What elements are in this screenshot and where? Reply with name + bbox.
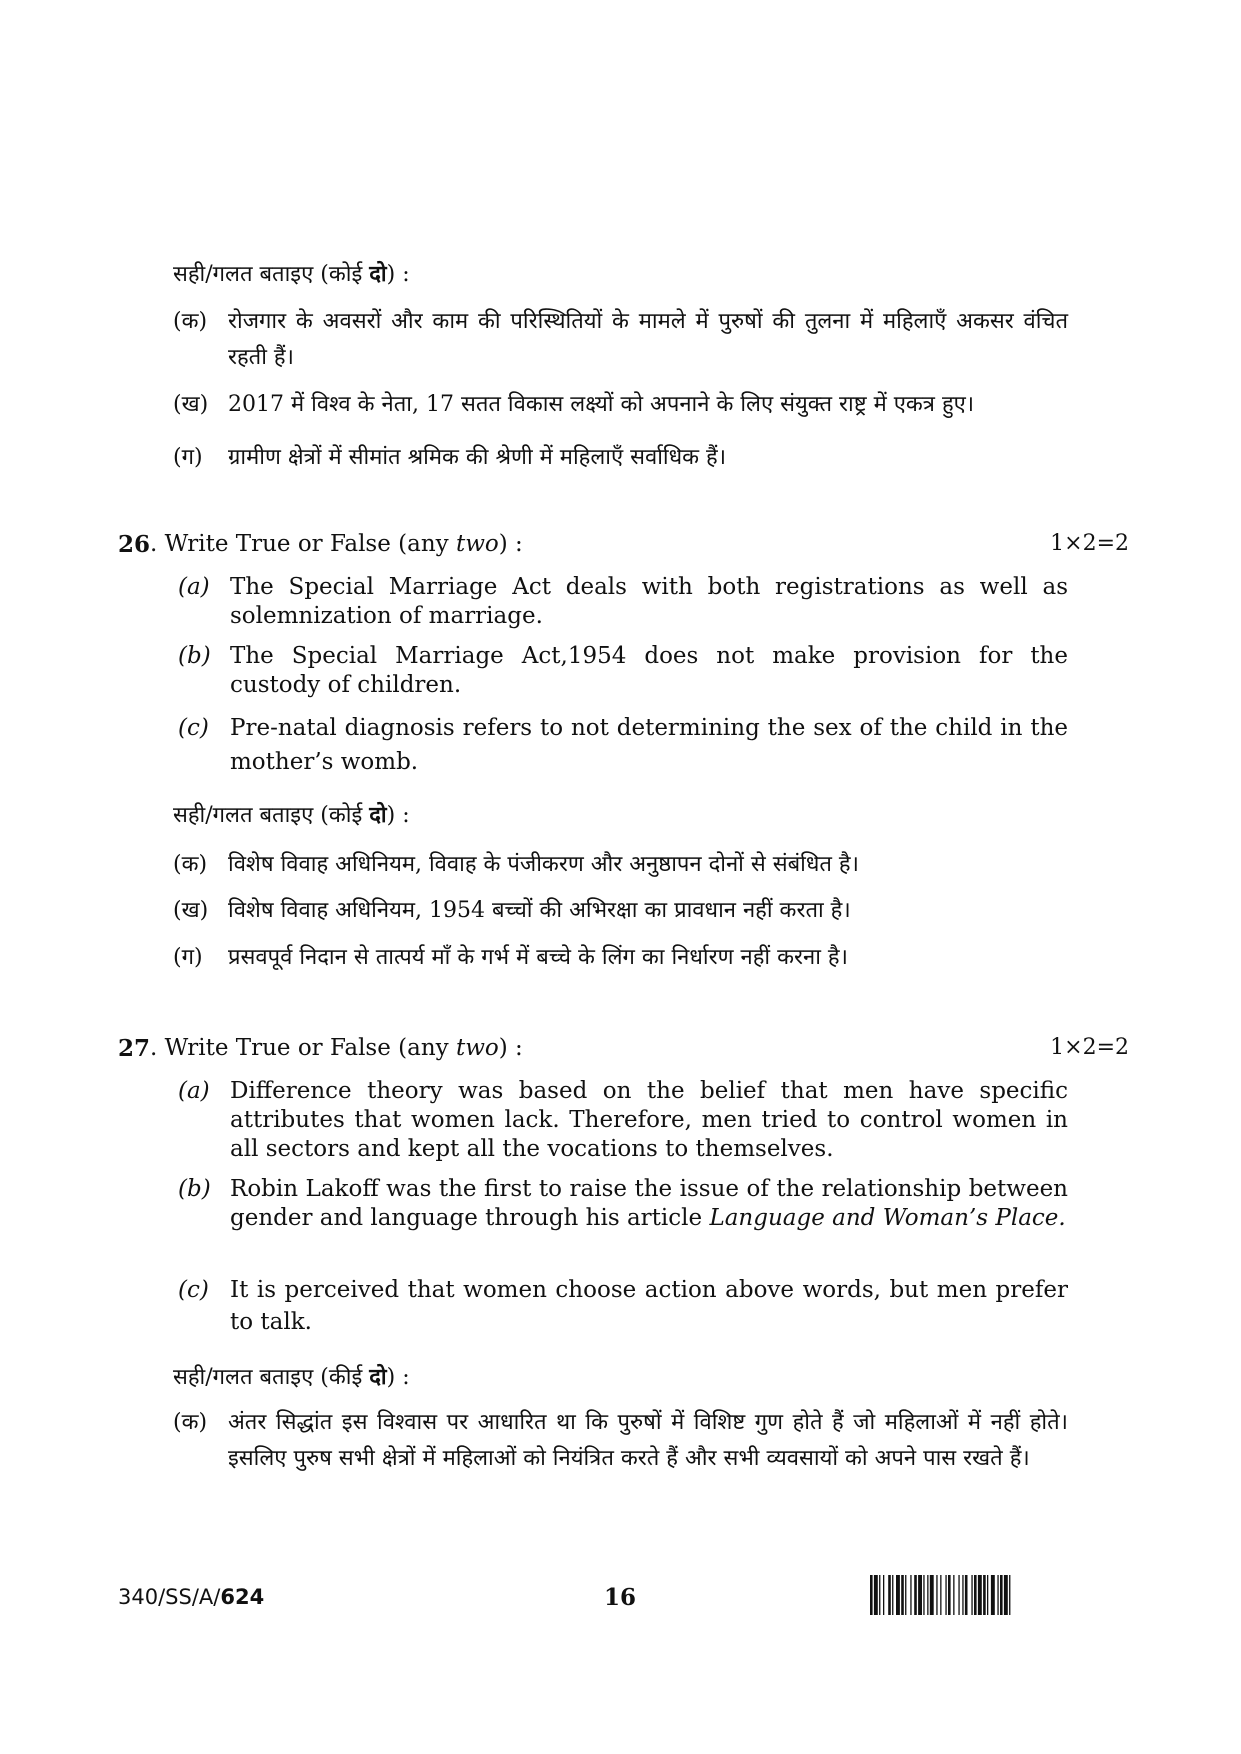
- heading-text-end: ) :: [386, 1365, 410, 1390]
- item-label: (क): [173, 309, 208, 334]
- item-text: [230, 1175, 1068, 1233]
- item-label: (ख): [173, 898, 209, 923]
- heading-text-end: ) :: [386, 262, 410, 287]
- barcode-bar: [918, 1575, 922, 1615]
- item-text-main: Robin Lakoff was the first to raise the issue of the relationship between gender and language through his article: [230, 1176, 1068, 1231]
- q26-item-b: [178, 642, 1068, 700]
- item-label: (क): [173, 1410, 208, 1435]
- heading-text: सही/गलत बताइए (कोई: [173, 803, 370, 828]
- item-label: (ग): [173, 445, 203, 470]
- barcode-bar: [927, 1575, 928, 1615]
- barcode-bar: [945, 1575, 946, 1615]
- q27-item-b: [178, 1175, 1068, 1233]
- paper-code-prefix: 340/SS/A/: [118, 1585, 221, 1609]
- item-text: विशेष विवाह अधिनियम, विवाह के पंजीकरण और अनुष्ठापन दोनों से संबंधित है।: [228, 852, 859, 877]
- heading-bold: दो: [369, 802, 387, 828]
- prompt-emphasis: two: [455, 531, 499, 557]
- barcode-bar: [953, 1575, 954, 1615]
- item-label: (a): [178, 574, 210, 600]
- item-label: (ग): [173, 945, 203, 970]
- barcode-bar: [874, 1575, 878, 1615]
- barcode-bar: [879, 1575, 880, 1615]
- barcode-bar: [892, 1575, 893, 1615]
- item-text: 2017 में विश्व के नेता, 17 सतत विकास लक्ष्यों को अपनाने के लिए संयुक्त राष्ट्र में एकत्र हुए।: [228, 392, 975, 417]
- barcode-bar: [1004, 1575, 1008, 1615]
- barcode-bar: [983, 1575, 986, 1615]
- q27-hindi-item-ka: [173, 1405, 1068, 1477]
- item-label: (क): [173, 852, 208, 877]
- paper-code-number: 624: [220, 1585, 265, 1609]
- prompt-text: . Write True or False (any: [150, 531, 456, 557]
- item-text: The Special Marriage Act deals with both registrations as well as solemnization of marriage.: [230, 574, 1068, 629]
- q26-prompt: [150, 531, 523, 557]
- item-text: रोजगार के अवसरों और काम की परिस्थितियों के मामले में पुरुषों की तुलना में महिलाएँ अकसर वंचित रहती हैं।: [228, 309, 1068, 370]
- prompt-emphasis: two: [455, 1035, 499, 1061]
- q25-hindi-heading: [173, 256, 410, 293]
- barcode-bar: [987, 1575, 988, 1615]
- item-text: ग्रामीण क्षेत्रों में सीमांत श्रमिक की श्रेणी में महिलाएँ सर्वाधिक हैं।: [228, 445, 727, 470]
- item-label: (ख): [173, 392, 209, 417]
- item-text: प्रसवपूर्व निदान से तात्पर्य माँ के गर्भ में बच्चे के लिंग का निर्धारण नहीं करना है।: [228, 945, 848, 970]
- q27-item-a: [178, 1077, 1068, 1164]
- q27-marks: 1×2=2: [1050, 1035, 1129, 1060]
- q26-hindi-item-kha: [173, 893, 1073, 929]
- barcode-bar: [971, 1575, 972, 1615]
- heading-bold: दो: [369, 261, 387, 287]
- q26-hindi-item-ka: [173, 847, 1073, 883]
- barcode-bar: [974, 1575, 977, 1615]
- barcode-bar: [936, 1575, 937, 1615]
- q27-number: 27: [118, 1035, 151, 1062]
- barcode-bar: [910, 1575, 911, 1615]
- prompt-text-end: ) :: [498, 1035, 523, 1061]
- heading-bold: दो: [369, 1364, 387, 1390]
- barcode-bar: [901, 1575, 904, 1615]
- barcode-bars: [870, 1575, 1010, 1615]
- item-label: (b): [178, 643, 211, 669]
- barcode-bar: [914, 1575, 917, 1615]
- barcode-bar: [896, 1575, 900, 1615]
- q26-item-a: [178, 573, 1068, 631]
- prompt-text-end: ) :: [498, 531, 523, 557]
- barcode-bar: [930, 1575, 934, 1615]
- q25-hindi-item-ga: [173, 440, 1068, 476]
- barcode-bar: [997, 1575, 998, 1615]
- q25-hindi-item-kha: [173, 387, 1073, 423]
- barcode-bar: [870, 1575, 873, 1615]
- heading-text: सही/गलत बताइए (कोई: [173, 262, 370, 287]
- heading-text-end: ) :: [386, 803, 410, 828]
- barcode-bar: [888, 1575, 891, 1615]
- item-text: It is perceived that women choose action above words, but men prefer to talk.: [230, 1277, 1068, 1335]
- q27-hindi-heading: [173, 1359, 410, 1396]
- q27-prompt: [150, 1035, 523, 1061]
- barcode-bar: [948, 1575, 951, 1615]
- item-label: (c): [178, 715, 209, 741]
- paper-code: [118, 1585, 264, 1609]
- barcode-bar: [958, 1575, 959, 1615]
- item-text: Pre-natal diagnosis refers to not determining the sex of the child in the mother’s womb.: [230, 715, 1068, 775]
- barcode-bar: [1009, 1575, 1010, 1615]
- article-title: Language and Woman’s Place.: [709, 1205, 1066, 1231]
- barcode-bar: [940, 1575, 941, 1615]
- q26-marks: 1×2=2: [1050, 531, 1129, 556]
- item-text: Difference theory was based on the belief that men have specific attributes that women lack. Therefore, men tried to control women in all sectors and kept all the vocations to themselves.: [230, 1078, 1068, 1162]
- item-label: (b): [178, 1176, 211, 1202]
- barcode-bar: [978, 1575, 982, 1615]
- item-label: (a): [178, 1078, 210, 1104]
- page-number: 16: [604, 1584, 637, 1611]
- q26-number: 26: [118, 531, 151, 558]
- barcode-bar: [883, 1575, 884, 1615]
- barcode-bar: [905, 1575, 906, 1615]
- q26-hindi-item-ga: [173, 940, 1073, 976]
- q26-hindi-heading: [173, 797, 410, 834]
- prompt-text: . Write True or False (any: [150, 1035, 456, 1061]
- item-text: अंतर सिद्धांत इस विश्वास पर आधारित था कि पुरुषों में विशिष्ट गुण होते हैं जो महिलाओं में नहीं होते। इसलिए पुरुष सभी क्षेत्रों में महिलाओं को नियंत्रित करते हैं और सभी व्यवसायों को अपने पास रखते हैं।: [228, 1410, 1068, 1471]
- barcode-bar: [962, 1575, 963, 1615]
- barcode-bar: [923, 1575, 924, 1615]
- heading-text: सही/गलत बताइए (कीई: [173, 1365, 370, 1390]
- barcode-bar: [1000, 1575, 1003, 1615]
- item-label: (c): [178, 1277, 209, 1303]
- q26-item-c: [178, 711, 1068, 779]
- q25-hindi-item-ka: [173, 304, 1068, 376]
- q27-item-c: [178, 1274, 1068, 1338]
- item-text: विशेष विवाह अधिनियम, 1954 बच्चों की अभिरक्षा का प्रावधान नहीं करता है।: [228, 898, 851, 923]
- barcode-bar: [965, 1575, 968, 1615]
- barcode: [870, 1575, 1128, 1615]
- barcode-bar: [991, 1575, 995, 1615]
- item-text: The Special Marriage Act,1954 does not make provision for the custody of children.: [230, 643, 1068, 698]
